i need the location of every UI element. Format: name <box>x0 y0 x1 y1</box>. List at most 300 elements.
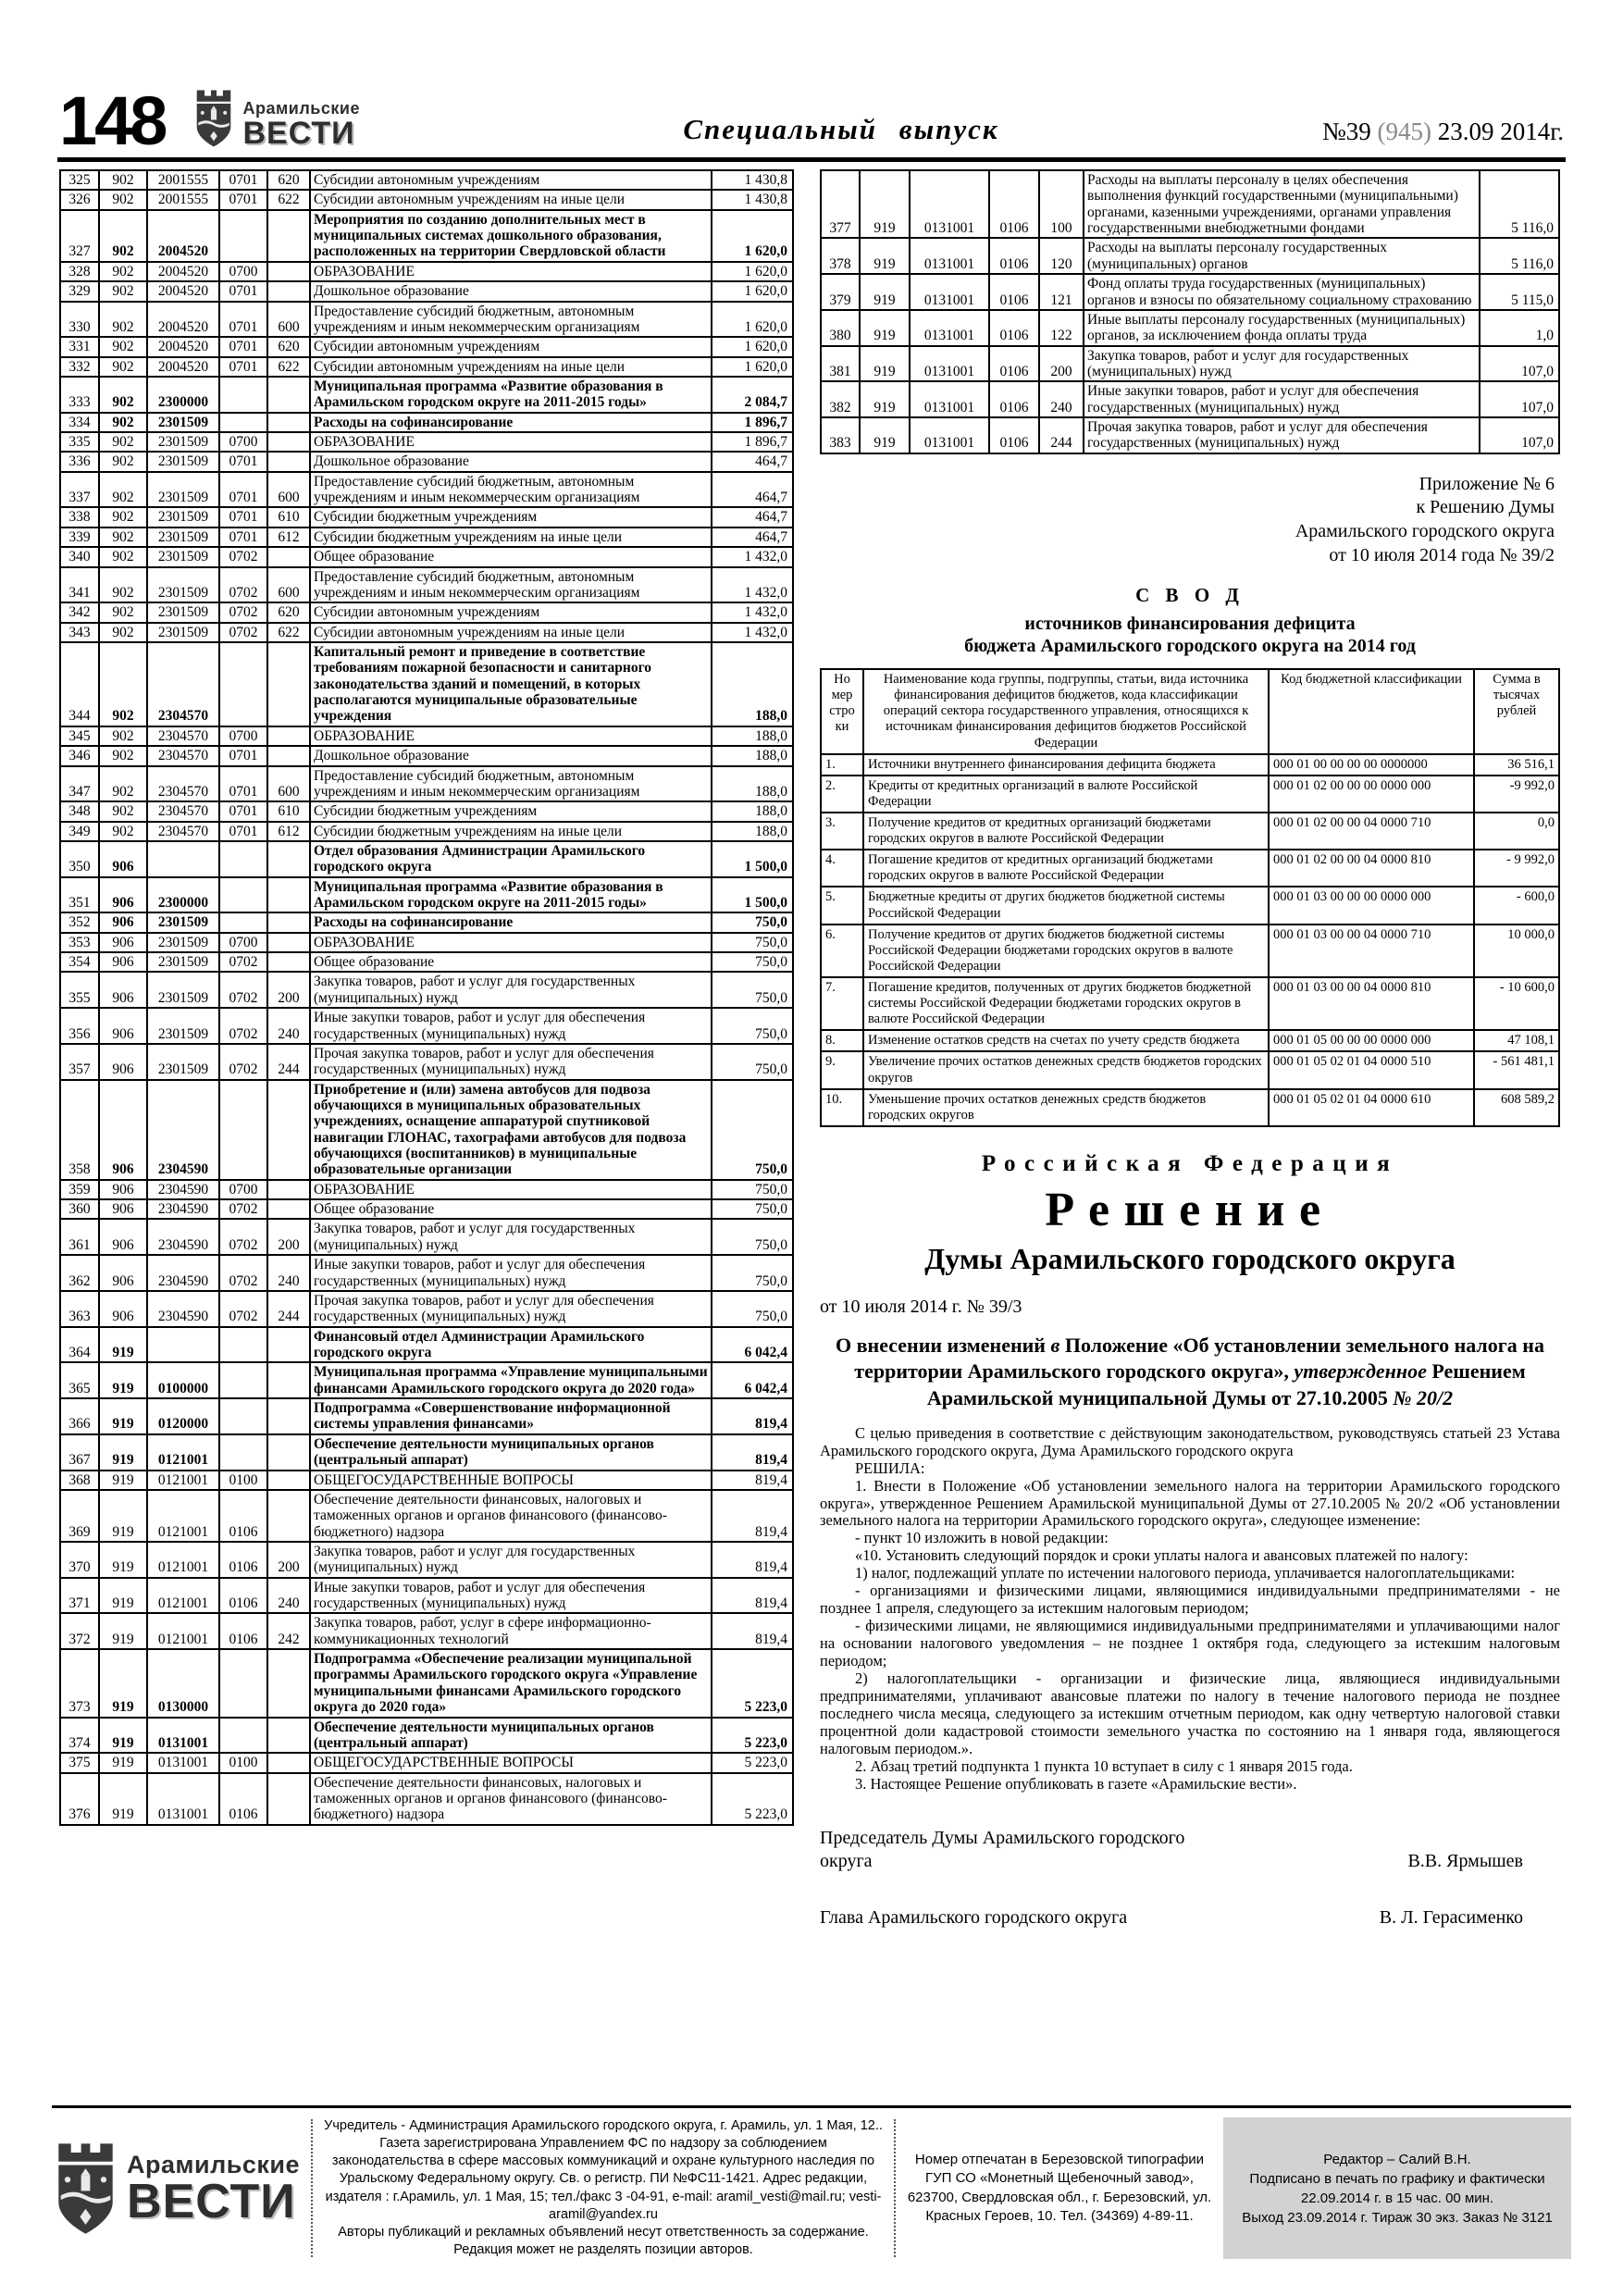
table-cell: 364 <box>60 1327 99 1363</box>
table-cell <box>267 413 310 432</box>
table-cell: 330 <box>60 302 99 338</box>
table-cell: 2004520 <box>147 337 219 356</box>
table-cell: 902 <box>99 302 147 338</box>
table-cell: 750,0 <box>712 933 793 952</box>
table-cell: 2301509 <box>147 567 219 603</box>
table-cell: ОБРАЗОВАНИЕ <box>310 933 712 952</box>
table-cell: 2301509 <box>147 952 219 972</box>
table-cell <box>267 746 310 765</box>
table-cell <box>267 281 310 301</box>
table-cell: 368 <box>60 1471 99 1490</box>
table-cell: 000 01 05 00 00 00 0000 000 <box>1269 1030 1474 1051</box>
appendix-line: Приложение № 6 <box>1419 473 1555 494</box>
table-cell: 345 <box>60 726 99 746</box>
table-cell: 2304590 <box>147 1180 219 1199</box>
table-cell <box>219 1080 267 1180</box>
table-row <box>60 432 793 452</box>
appendix-line: Арамильского городского округа <box>1295 520 1555 541</box>
table-row <box>821 925 1559 977</box>
table-cell: 244 <box>1039 417 1084 453</box>
resolution-subject <box>829 1333 1551 1412</box>
table-cell: 0701 <box>219 746 267 765</box>
table-cell: 0702 <box>219 1199 267 1219</box>
table-row <box>60 746 793 765</box>
table-cell: 347 <box>60 766 99 802</box>
table-row <box>60 1398 793 1434</box>
table-cell: 608 589,2 <box>1474 1089 1559 1126</box>
table-cell: 372 <box>60 1613 99 1649</box>
table-cell: 0701 <box>219 281 267 301</box>
table-cell: 0702 <box>219 1044 267 1080</box>
table-cell: 2304590 <box>147 1291 219 1327</box>
table-cell: 1 620,0 <box>712 210 793 262</box>
table-cell: ОБЩЕГОСУДАРСТВЕННЫЕ ВОПРОСЫ <box>310 1471 712 1490</box>
table-cell: 188,0 <box>712 726 793 746</box>
table-cell: 351 <box>60 877 99 913</box>
table-cell: 902 <box>99 642 147 726</box>
table-cell: 240 <box>267 1008 310 1044</box>
table-cell: 902 <box>99 822 147 841</box>
table-cell: 0701 <box>219 472 267 508</box>
table-cell <box>267 1199 310 1219</box>
table-cell: 000 01 00 00 00 00 0000000 <box>1269 754 1474 776</box>
table-cell: 906 <box>99 1044 147 1080</box>
table-cell: 188,0 <box>712 822 793 841</box>
table-row <box>821 238 1559 274</box>
table-cell: 0121001 <box>147 1434 219 1471</box>
table-cell: 0131001 <box>147 1753 219 1772</box>
issue-info <box>1322 118 1564 148</box>
table-cell <box>267 952 310 972</box>
table-cell: 0701 <box>219 527 267 547</box>
svod-header-row <box>821 669 1559 754</box>
table-cell: Погашение кредитов от кредитных организаций бюджетами городских округов в валюте Российской Федерации <box>863 850 1269 887</box>
table-cell <box>267 912 310 932</box>
table-cell: 0701 <box>219 337 267 356</box>
table-cell: 612 <box>267 527 310 547</box>
table-cell: 380 <box>821 310 860 346</box>
table-cell: 336 <box>60 452 99 471</box>
table-cell: 5 223,0 <box>712 1753 793 1772</box>
table-cell: 332 <box>60 357 99 377</box>
table-cell: 325 <box>60 170 99 190</box>
svod-subtitle-2: бюджета Арамильского городского округа на 2014 год <box>964 636 1416 657</box>
table-cell: ОБРАЗОВАНИЕ <box>310 726 712 746</box>
logo-title: Арамильские <box>127 2151 300 2179</box>
table-row <box>60 337 793 356</box>
table-cell: 188,0 <box>712 766 793 802</box>
table-cell: 902 <box>99 262 147 281</box>
table-cell: 906 <box>99 1255 147 1291</box>
footer-logo <box>52 2117 300 2259</box>
footer-editor-line: Редактор – Салий В.Н. <box>1323 2151 1471 2167</box>
table-cell: 0702 <box>219 1255 267 1291</box>
footer-editor-info <box>1223 2117 1571 2259</box>
table-cell <box>267 1753 310 1772</box>
table-cell <box>267 1773 310 1825</box>
page-number: 148 <box>59 82 166 160</box>
table-cell: 2304570 <box>147 822 219 841</box>
table-cell: 906 <box>99 841 147 877</box>
table-cell: 200 <box>267 972 310 1008</box>
table-cell: 1 620,0 <box>712 281 793 301</box>
content-columns <box>0 162 1623 2087</box>
table-cell: Обеспечение деятельности муниципальных органов (центральный аппарат) <box>310 1718 712 1754</box>
table-cell: 353 <box>60 933 99 952</box>
table-cell: 2301509 <box>147 413 219 432</box>
table-cell: 354 <box>60 952 99 972</box>
footer-editor-line: Подписано в печать по графику и фактически <box>1249 2170 1545 2187</box>
table-cell: 2304570 <box>147 642 219 726</box>
table-cell: 906 <box>99 972 147 1008</box>
table-cell: 0106 <box>989 381 1039 417</box>
table-row <box>60 1613 793 1649</box>
table-cell: 0131001 <box>910 346 989 382</box>
table-cell <box>267 933 310 952</box>
table-cell: 600 <box>267 766 310 802</box>
footer <box>52 2105 1571 2259</box>
table-cell: 622 <box>267 623 310 642</box>
table-cell: 337 <box>60 472 99 508</box>
table-cell: 374 <box>60 1718 99 1754</box>
table-cell: Иные закупки товаров, работ и услуг для обеспечения государственных (муниципальных) нужд <box>1084 381 1480 417</box>
table-cell: 750,0 <box>712 972 793 1008</box>
table-cell: Субсидии автономным учреждениям <box>310 170 712 190</box>
table-cell: 329 <box>60 281 99 301</box>
table-cell: Предоставление субсидий бюджетным, автономным учреждениям и иным некоммерческим организациям <box>310 567 712 603</box>
table-cell: 36 516,1 <box>1474 754 1559 776</box>
table-row <box>60 190 793 209</box>
table-cell: 0701 <box>219 452 267 471</box>
resolution-paragraph: «10. Установить следующий порядок и сроки уплаты налога и авансовых платежей по налогу: <box>855 1546 1468 1565</box>
table-cell: Уменьшение прочих остатков денежных средств бюджетов городских округов <box>863 1089 1269 1126</box>
table-cell: 0702 <box>219 623 267 642</box>
table-cell <box>267 1080 310 1180</box>
table-row <box>60 1773 793 1825</box>
logo-text <box>242 98 360 151</box>
table-cell <box>219 841 267 877</box>
table-cell: 819,4 <box>712 1434 793 1471</box>
table-cell <box>219 377 267 413</box>
table-cell: 464,7 <box>712 472 793 508</box>
table-cell: 2304570 <box>147 726 219 746</box>
table-cell: 0131001 <box>147 1718 219 1754</box>
table-cell: Закупка товаров, работ, услуг в сфере информационно-коммуникационных технологий <box>310 1613 712 1649</box>
resolution-paragraph: РЕШИЛА: <box>855 1458 925 1477</box>
table-cell: 0130000 <box>147 1649 219 1717</box>
table-row <box>60 726 793 746</box>
table-cell <box>267 1471 310 1490</box>
table-row <box>60 547 793 566</box>
table-cell: 1,0 <box>1480 310 1559 346</box>
table-cell: 2301509 <box>147 1008 219 1044</box>
table-cell: 0106 <box>989 274 1039 310</box>
table-cell: Мероприятия по созданию дополнительных мест в муниципальных системах дошкольного образования, расположенных на территории Свердловской области <box>310 210 712 262</box>
table-cell: Субсидии автономным учреждениям <box>310 337 712 356</box>
table-cell: 1 500,0 <box>712 841 793 877</box>
table-cell: 1 620,0 <box>712 337 793 356</box>
table-cell: 902 <box>99 472 147 508</box>
table-cell: 0106 <box>219 1542 267 1578</box>
table-cell: Финансовый отдел Администрации Арамильского городского округа <box>310 1327 712 1363</box>
table-cell: 0121001 <box>147 1578 219 1614</box>
table-cell: 107,0 <box>1480 381 1559 417</box>
table-cell: 919 <box>99 1542 147 1578</box>
table-cell: 0702 <box>219 1008 267 1044</box>
table-cell: 2004520 <box>147 302 219 338</box>
table-cell: 902 <box>99 170 147 190</box>
table-cell: 4. <box>821 850 863 887</box>
table-cell: Бюджетные кредиты от других бюджетов бюджетной системы Российской Федерации <box>863 887 1269 924</box>
table-cell: 0700 <box>219 262 267 281</box>
table-row <box>60 841 793 877</box>
table-cell: 919 <box>99 1471 147 1490</box>
table-cell: 819,4 <box>712 1578 793 1614</box>
table-row <box>821 274 1559 310</box>
table-row <box>821 381 1559 417</box>
table-cell: 906 <box>99 877 147 913</box>
table-cell: 1 620,0 <box>712 262 793 281</box>
footer-founder-text: Учредитель - Администрация Арамильского городского округа, г. Арамиль, ул. 1 Мая, 12.. Газета зарегистрирована Управлением ФС по надзору за соблюдением законодательства в сфере массовых коммуникаций и охране культурного наследия по Уральскому Федеральному округу. Св. о регистр. ПИ №ФС11-1421. Адрес редакции, издателя : г.Арамиль, ул. 1 Мая, 15; тел./факс 3 -04-91, e-mail: aramil_vesti@mail.ru; vesti-aramil@yandex.ru <box>324 2118 883 2222</box>
table-cell: 612 <box>267 822 310 841</box>
table-cell <box>267 452 310 471</box>
svod-title: С В О Д <box>1135 584 1245 607</box>
table-cell: 750,0 <box>712 1008 793 1044</box>
appendix-line: от 10 июля 2014 года № 39/2 <box>1329 544 1555 565</box>
table-cell: 0701 <box>219 170 267 190</box>
table-cell: 0131001 <box>910 381 989 417</box>
table-row <box>60 642 793 726</box>
table-cell: 919 <box>860 346 910 382</box>
table-cell: 369 <box>60 1490 99 1542</box>
table-row <box>60 1255 793 1291</box>
resolution-title: Решение <box>1045 1183 1335 1236</box>
table-cell: 377 <box>821 170 860 238</box>
table-cell: 5 115,0 <box>1480 274 1559 310</box>
table-row <box>821 887 1559 924</box>
table-cell: 2301509 <box>147 507 219 527</box>
table-cell <box>267 1718 310 1754</box>
table-cell <box>219 642 267 726</box>
table-cell <box>147 841 219 877</box>
table-cell: Обеспечение деятельности финансовых, налоговых и таможенных органов и органов финансового (финансово-бюджетного) надзора <box>310 1490 712 1542</box>
table-cell: 0106 <box>219 1578 267 1614</box>
table-cell: 0120000 <box>147 1398 219 1434</box>
table-row <box>821 754 1559 776</box>
table-cell: 362 <box>60 1255 99 1291</box>
table-cell: 1 620,0 <box>712 302 793 338</box>
table-cell: 600 <box>267 567 310 603</box>
table-cell: 919 <box>99 1327 147 1363</box>
table-row <box>60 877 793 913</box>
table-row <box>60 952 793 972</box>
table-cell: Капитальный ремонт и приведение в соответствие требованиям пожарной безопасности и санитарного законодательства зданий и помещений, в которых располагаются муниципальные образовательные учреждения <box>310 642 712 726</box>
table-cell: 0106 <box>989 310 1039 346</box>
table-cell: 0702 <box>219 567 267 603</box>
table-cell <box>267 1362 310 1398</box>
table-cell: 620 <box>267 602 310 622</box>
table-cell: 622 <box>267 190 310 209</box>
table-cell: 0106 <box>989 238 1039 274</box>
table-row <box>60 357 793 377</box>
table-cell: 383 <box>821 417 860 453</box>
table-cell: 2004520 <box>147 262 219 281</box>
resolution-authority: Думы Арамильского городского округа <box>924 1241 1456 1275</box>
resolution-body <box>820 1425 1560 1793</box>
table-cell: 348 <box>60 801 99 821</box>
table-cell: 0701 <box>219 507 267 527</box>
table-cell: Дошкольное образование <box>310 281 712 301</box>
table-cell: 000 01 05 02 01 04 0000 610 <box>1269 1089 1474 1126</box>
table-cell: 339 <box>60 527 99 547</box>
table-row <box>821 310 1559 346</box>
table-cell: 819,4 <box>712 1490 793 1542</box>
table-cell: Муниципальная программа «Развитие образования в Арамильском городском округе на 2011-2015 годы» <box>310 377 712 413</box>
table-cell: 0121001 <box>147 1471 219 1490</box>
table-row <box>60 1542 793 1578</box>
table-cell <box>267 1398 310 1434</box>
table-cell: 188,0 <box>712 801 793 821</box>
table-cell: 47 108,1 <box>1474 1030 1559 1051</box>
table-cell: 610 <box>267 801 310 821</box>
table-cell <box>219 1434 267 1471</box>
table-cell: 335 <box>60 432 99 452</box>
table-row <box>60 567 793 603</box>
table-cell: Субсидии бюджетным учреждениям <box>310 507 712 527</box>
resolution-paragraph: 1) налог, подлежащий уплате по истечении налогового периода, уплачивается налогоплательщиками: <box>855 1564 1516 1582</box>
table-cell: Расходы на выплаты персоналу в целях обеспечения выполнения функций государственными (муниципальными) органами, казенными учреждениями, органами управления государственными внебюджетными фондами <box>1084 170 1480 238</box>
table-cell: 750,0 <box>712 952 793 972</box>
logo-subtitle: ВЕСТИ <box>242 115 355 151</box>
table-cell: 2304590 <box>147 1219 219 1255</box>
table-cell: 341 <box>60 567 99 603</box>
subject-segment: Решением Арамильской муниципальной Думы от 27.10.2005 <box>926 1359 1526 1410</box>
table-cell: 0131001 <box>147 1773 219 1825</box>
table-cell: Подпрограмма «Совершенствование информационной системы управления финансами» <box>310 1398 712 1434</box>
table-row <box>821 417 1559 453</box>
table-cell: 2301509 <box>147 472 219 508</box>
table-cell <box>219 912 267 932</box>
table-cell: 200 <box>267 1219 310 1255</box>
table-cell: 0100 <box>219 1753 267 1772</box>
table-cell: 121 <box>1039 274 1084 310</box>
table-cell: 355 <box>60 972 99 1008</box>
table-cell: 240 <box>267 1578 310 1614</box>
table-cell: Общее образование <box>310 1199 712 1219</box>
table-cell <box>267 1434 310 1471</box>
table-cell: 1 500,0 <box>712 877 793 913</box>
table-cell: Закупка товаров, работ и услуг для государственных (муниципальных) нужд <box>1084 346 1480 382</box>
table-cell <box>267 726 310 746</box>
table-cell: 370 <box>60 1542 99 1578</box>
table-cell: - 561 481,1 <box>1474 1051 1559 1088</box>
table-cell: 6 042,4 <box>712 1327 793 1363</box>
table-cell: 188,0 <box>712 642 793 726</box>
table-cell: 902 <box>99 746 147 765</box>
table-row <box>60 1044 793 1080</box>
logo-title: Арамильские <box>242 98 360 118</box>
table-cell: 464,7 <box>712 452 793 471</box>
table-cell: 0121001 <box>147 1490 219 1542</box>
table-cell: Субсидии бюджетным учреждениям <box>310 801 712 821</box>
table-cell: Субсидии автономным учреждениям на иные цели <box>310 190 712 209</box>
footer-imprint <box>324 2117 883 2259</box>
table-cell: 2304590 <box>147 1080 219 1180</box>
table-cell: 352 <box>60 912 99 932</box>
table-cell: 2004520 <box>147 210 219 262</box>
table-cell: 0702 <box>219 952 267 972</box>
table-cell: 906 <box>99 1199 147 1219</box>
table-cell: 2300000 <box>147 877 219 913</box>
table-cell: 376 <box>60 1773 99 1825</box>
table-row <box>60 170 793 190</box>
svod-subtitle-1: источников финансирования дефицита <box>1024 614 1356 635</box>
table-cell: 750,0 <box>712 1180 793 1199</box>
table-cell: 240 <box>1039 381 1084 417</box>
table-cell: 902 <box>99 377 147 413</box>
table-cell: 902 <box>99 602 147 622</box>
table-cell: 0106 <box>219 1773 267 1825</box>
table-cell: Получение кредитов от кредитных организаций бюджетами городских округов в валюте Российской Федерации <box>863 813 1269 850</box>
table-cell: 750,0 <box>712 1080 793 1180</box>
table-cell: 9. <box>821 1051 863 1088</box>
table-row <box>821 346 1559 382</box>
table-cell: Иные выплаты персоналу государственных (муниципальных) органов, за исключением фонда оплаты труда <box>1084 310 1480 346</box>
table-cell: 3. <box>821 813 863 850</box>
table-cell: 350 <box>60 841 99 877</box>
table-cell: Изменение остатков средств на счетах по учету средств бюджета <box>863 1030 1269 1051</box>
table-row <box>60 623 793 642</box>
table-cell: 373 <box>60 1649 99 1717</box>
table-cell: 0700 <box>219 933 267 952</box>
table-cell: ОБЩЕГОСУДАРСТВЕННЫЕ ВОПРОСЫ <box>310 1753 712 1772</box>
signature-block <box>820 1827 1560 1873</box>
table-cell: 349 <box>60 822 99 841</box>
appendix-reference <box>820 473 1555 567</box>
subject-segment: О внесении изменений <box>836 1333 1051 1357</box>
table-cell: 2301509 <box>147 1044 219 1080</box>
table-cell: 902 <box>99 337 147 356</box>
table-row <box>821 170 1559 238</box>
table-row <box>60 1434 793 1471</box>
table-cell: 327 <box>60 210 99 262</box>
table-cell <box>267 547 310 566</box>
budget-table-right <box>820 169 1560 454</box>
table-cell: ОБРАЗОВАНИЕ <box>310 262 712 281</box>
table-cell: 0701 <box>219 822 267 841</box>
table-cell: 919 <box>860 170 910 238</box>
table-row <box>60 801 793 821</box>
table-cell: 0106 <box>989 417 1039 453</box>
table-cell: 365 <box>60 1362 99 1398</box>
table-cell: 464,7 <box>712 527 793 547</box>
table-cell: 2. <box>821 776 863 813</box>
table-cell: 244 <box>267 1044 310 1080</box>
table-cell: 919 <box>860 274 910 310</box>
table-cell: 620 <box>267 337 310 356</box>
table-cell: 610 <box>267 507 310 527</box>
table-row <box>60 766 793 802</box>
logo-subtitle: ВЕСТИ <box>127 2175 296 2229</box>
table-cell: 1 432,0 <box>712 567 793 603</box>
table-row <box>60 1753 793 1772</box>
signature-name: В.В. Ярмышев <box>1407 1850 1523 1871</box>
resolution-paragraph: 1. Внести в Положение «Об установлении земельного налога на территории Арамильского городского округа», утвержденное Решением Арамильской муниципальной Думы от 27.10.2005 № 20/2 «Об установлении земельного налога на территории Арамильского городского округа», следующее изменение: <box>820 1476 1560 1530</box>
table-cell: 6 042,4 <box>712 1362 793 1398</box>
table-cell: 0131001 <box>910 310 989 346</box>
table-cell: 359 <box>60 1180 99 1199</box>
table-cell: 0100000 <box>147 1362 219 1398</box>
